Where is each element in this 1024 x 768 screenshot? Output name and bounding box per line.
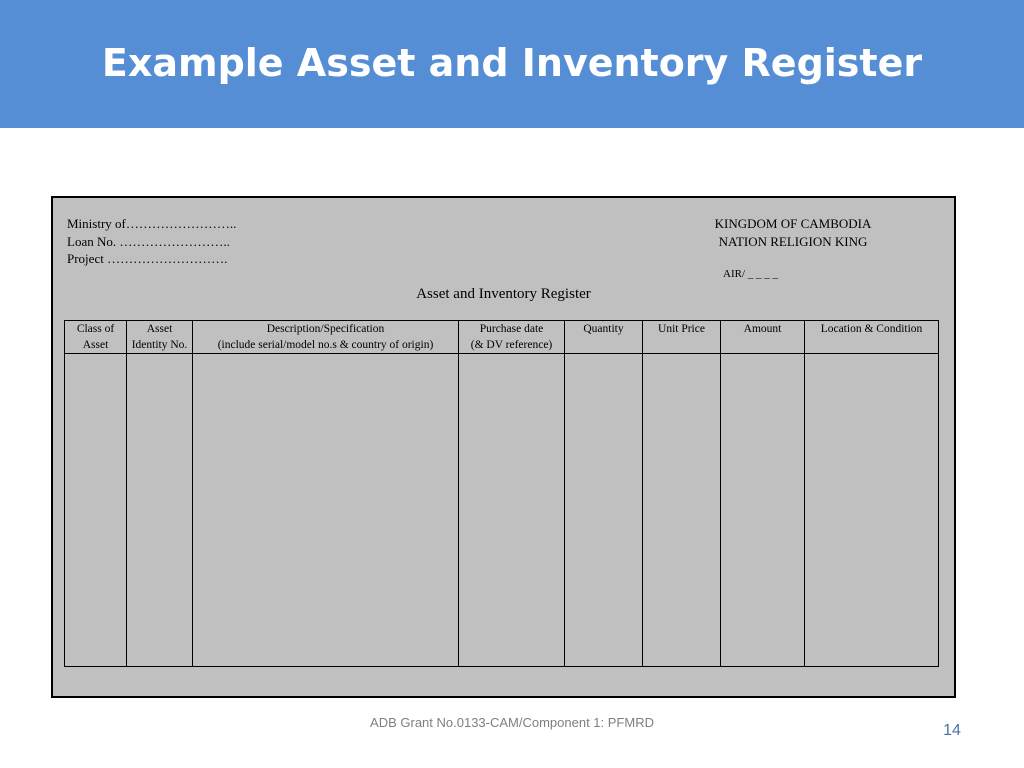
form-left-header: [67, 215, 236, 268]
table-cell: [721, 354, 805, 667]
table-header-row: [65, 321, 939, 354]
table-cell: [565, 354, 643, 667]
column-header-line1: Quantity: [583, 323, 624, 335]
column-header-line2: Asset: [82, 339, 109, 351]
column-header-line2: (include serial/model no.s & country of origin): [217, 339, 434, 351]
column-header-line2: (& DV reference): [470, 339, 553, 351]
register-table: [64, 320, 939, 667]
table-cell: [805, 354, 939, 667]
column-header-line1: Class of: [76, 323, 115, 335]
column-header-amount: [721, 321, 805, 354]
table-row: [65, 354, 939, 667]
table-cell: [193, 354, 459, 667]
table-cell: [65, 354, 127, 667]
slide-title: Example Asset and Inventory Register: [101, 41, 923, 85]
register-form: [51, 196, 956, 698]
air-reference: AIR/ _ _ _ _: [723, 268, 778, 280]
column-header-line1: Purchase date: [479, 323, 544, 335]
column-header-asset-identity-no: [127, 321, 193, 354]
table-cell: [127, 354, 193, 667]
ministry-field: Ministry of……………………..: [67, 216, 237, 231]
title-band: [0, 0, 1024, 128]
slide-footer: ADB Grant No.0133-CAM/Component 1: PFMRD: [370, 715, 654, 730]
column-header-location-condition: [805, 321, 939, 354]
page-number: 14: [943, 722, 961, 739]
column-header-line2: Identity No.: [131, 339, 188, 351]
table-cell: [643, 354, 721, 667]
column-header-purchase-date: [459, 321, 565, 354]
column-header-line1: Asset: [146, 323, 173, 335]
column-header-line1: Amount: [743, 323, 782, 335]
register-title: Asset and Inventory Register: [416, 286, 591, 302]
table-cell: [459, 354, 565, 667]
motto-label: NATION RELIGION KING: [718, 233, 868, 249]
column-header-quantity: [565, 321, 643, 354]
column-header-description: [193, 321, 459, 354]
column-header-line1: Unit Price: [658, 323, 705, 335]
loan-number-field: Loan No. ……………………..: [67, 233, 230, 249]
column-header-class-of-asset: [65, 321, 127, 354]
kingdom-label: KINGDOM OF CAMBODIA: [714, 216, 872, 231]
project-field: Project ……………………….: [67, 251, 228, 266]
column-header-line1: Description/Specification: [266, 323, 385, 335]
column-header-unit-price: [643, 321, 721, 354]
column-header-line1: Location & Condition: [820, 323, 923, 335]
form-right-header: [693, 215, 893, 250]
